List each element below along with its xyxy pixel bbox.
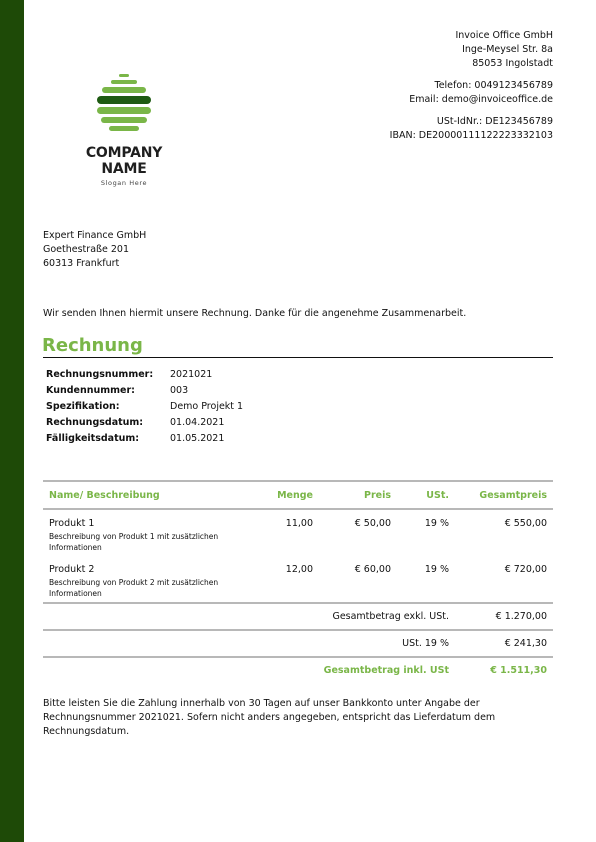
meta-label: Kundennummer: (46, 385, 135, 396)
item-total: € 550,00 (504, 518, 547, 529)
line-items-table (43, 480, 553, 683)
meta-value: Demo Projekt 1 (170, 401, 244, 412)
subtotal-label: Gesamtbetrag exkl. USt. (43, 603, 455, 630)
column-header-total: Gesamtpreis (455, 481, 553, 509)
company-slogan: Slogan Here (100, 179, 148, 187)
sender-street: Inge-Meysel Str. 8a (462, 44, 553, 55)
item-description: Beschreibung von Produkt 2 mit zusätzlichen Informationen (49, 578, 219, 598)
item-vat: 19 % (424, 518, 449, 529)
company-logo (62, 74, 186, 187)
column-header-name: Name/ Beschreibung (43, 481, 253, 509)
invoice-meta (46, 369, 243, 449)
column-header-qty: Menge (253, 481, 319, 509)
meta-value: 01.04.2021 (170, 417, 225, 428)
meta-row (46, 401, 243, 417)
grand-total-value: € 1.511,30 (455, 657, 553, 683)
recipient-street: Goethestraße 201 (43, 244, 129, 255)
table-row (43, 556, 553, 603)
tax-value: € 241,30 (455, 630, 553, 657)
tax-label: USt. 19 % (43, 630, 455, 657)
sender-iban: IBAN: DE20000111122223332103 (389, 130, 553, 141)
intro-text: Wir senden Ihnen hiermit unsere Rechnung. Danke für die angenehme Zusammenarbeit. (43, 308, 467, 319)
sidebar-stripe (0, 0, 24, 842)
item-description: Beschreibung von Produkt 1 mit zusätzlichen Informationen (49, 532, 219, 552)
item-name: Produkt 1 (49, 518, 95, 529)
meta-label: Rechnungsnummer: (46, 369, 154, 380)
company-name: COMPANY NAME (85, 145, 163, 177)
meta-label: Fälligkeitsdatum: (46, 433, 140, 444)
grand-total-row (43, 657, 553, 683)
column-header-price: Preis (319, 481, 397, 509)
title-divider (43, 357, 553, 358)
meta-label: Rechnungsdatum: (46, 417, 144, 428)
sender-phone: Telefon: 0049123456789 (434, 80, 553, 91)
sender-address (390, 29, 553, 151)
recipient-name: Expert Finance GmbH (43, 230, 147, 241)
meta-label: Spezifikation: (46, 401, 120, 412)
meta-row (46, 433, 243, 449)
table-header (43, 481, 553, 509)
meta-value: 003 (170, 385, 189, 396)
sender-vat-id: USt-IdNr.: DE123456789 (436, 116, 553, 127)
meta-row (46, 417, 243, 433)
recipient-city: 60313 Frankfurt (43, 258, 120, 269)
grand-total-label: Gesamtbetrag inkl. USt (43, 657, 455, 683)
tax-row (43, 630, 553, 657)
page-title: Rechnung (42, 335, 143, 356)
meta-value: 01.05.2021 (170, 433, 225, 444)
sender-city: 85053 Ingolstadt (472, 58, 553, 69)
column-header-vat: USt. (397, 481, 455, 509)
item-total: € 720,00 (504, 564, 547, 575)
item-name-cell (43, 509, 253, 556)
sender-name: Invoice Office GmbH (455, 30, 553, 41)
meta-row (46, 385, 243, 401)
sender-email: Email: demo@invoiceoffice.de (409, 94, 553, 105)
meta-value: 2021021 (170, 369, 213, 380)
globe-logo-icon (93, 74, 155, 136)
table-row (43, 509, 553, 556)
item-name-cell (43, 556, 253, 603)
recipient-address (43, 229, 146, 271)
item-qty: 11,00 (285, 518, 313, 529)
meta-row (46, 369, 243, 385)
payment-note: Bitte leisten Sie die Zahlung innerhalb von 30 Tagen auf unser Bankkonto unter Angabe der Rechnungsnummer 2021021. Sofern nicht anders angegeben, entspricht das Lieferdatum dem Rechnungsdatum. (43, 698, 496, 737)
subtotal-value: € 1.270,00 (455, 603, 553, 630)
item-price: € 60,00 (354, 564, 391, 575)
subtotal-row (43, 603, 553, 630)
item-vat: 19 % (424, 564, 449, 575)
item-qty: 12,00 (285, 564, 313, 575)
item-price: € 50,00 (354, 518, 391, 529)
item-name: Produkt 2 (49, 564, 95, 575)
